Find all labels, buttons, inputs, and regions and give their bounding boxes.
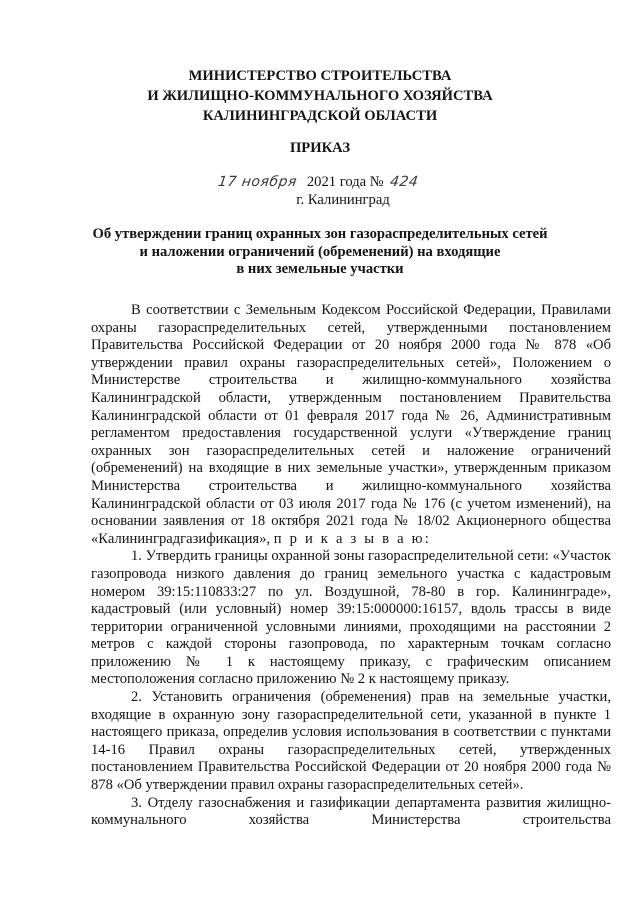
ministry-line-3: КАЛИНИНГРАДСКОЙ ОБЛАСТИ [202, 108, 438, 124]
item-1: 1. Утвердить границы охранной зоны газораспределительной сети: «Участок газопровода низкого давления до границ земельного участка с кадастровым номером 39:15:110833:27 по ул. Воздушной, 78-80 в гор. Калининграде», кадастровый (или условный) номер 39:15:000000:16157, вдоль трассы в виде территории ограниченной условными линиями, проходящими на расстоянии 2 метров с каждой стороны газопровода, по характерным точкам согласно приложению № 1 к настоящему приказу, с графическим описанием местоположения согласно приложению № 2 к настоящему приказу. [91, 548, 611, 688]
order-body [91, 302, 611, 830]
title-line-3: в них земельные участки [236, 261, 404, 277]
item-2: 2. Установить ограничения (обременения) прав на земельные участки, входящие в охранную зону газораспределительной сети, указанной в пункте 1 настоящего приказа, определив условия использования в соответствии с пунктами 14-16 Правил охраны газораспределительных сетей, утвержденных постановлением Правительства Российской Федерации от 20 ноября 2000 года № 878 «Об утверждении правил охраны газораспределительных сетей». [91, 689, 611, 794]
handwritten-date: 17 ноября [216, 174, 298, 190]
intro-paragraph [91, 302, 611, 548]
ministry-line-1: МИНИСТЕРСТВО СТРОИТЕЛЬСТВА [188, 68, 452, 84]
prikazyvayu: п р и к а з ы в а ю: [273, 530, 431, 547]
city: г. Калининград [296, 192, 390, 208]
date-line [218, 174, 418, 191]
item-3: 3. Отделу газоснабжения и газификации департамента развития жилищно-коммунального хозяйства Министерства строительства [91, 794, 611, 829]
intro-text: В соответствии с Земельным Кодексом Российской Федерации, Правилами охраны газораспределительных сетей, утвержденными постановлением Правительства Российской Федерации от 20 ноября 2000 года № 878 «Об утверждении правил охраны газораспределительных сетей», Положением о Министерстве строительства и жилищно-коммунального хозяйства Калининградской области, утвержденным постановлением Правительства Калининградской области от 01 февраля 2017 года № 26, Административным регламентом предоставления государственной услуги «Утверждение границ охранных зон газораспределительных сетей и наложение ограничений (обременений) на входящие в них земельные участки», утвержденным приказом Министерства строительства и жилищно-коммунального хозяйства Калининградской области от 03 июля 2017 года № 176 (с учетом изменений), на основании заявления от 18 октября 2021 года № 18/02 Акционерного общества «Калининградгазификация», [91, 302, 611, 547]
order-label: ПРИКАЗ [289, 140, 351, 156]
title-line-1: Об утверждении границ охранных зон газораспределительных сетей [92, 226, 548, 242]
order-title [0, 226, 640, 279]
ministry-header [0, 66, 640, 126]
year-text: 2021 года № [306, 174, 384, 190]
title-line-2: и наложении ограничений (обременений) на входящие [139, 243, 501, 260]
ministry-line-2: И ЖИЛИЩНО-КОММУНАЛЬНОГО ХОЗЯЙСТВА [147, 88, 493, 104]
handwritten-order-number: 424 [388, 174, 420, 190]
